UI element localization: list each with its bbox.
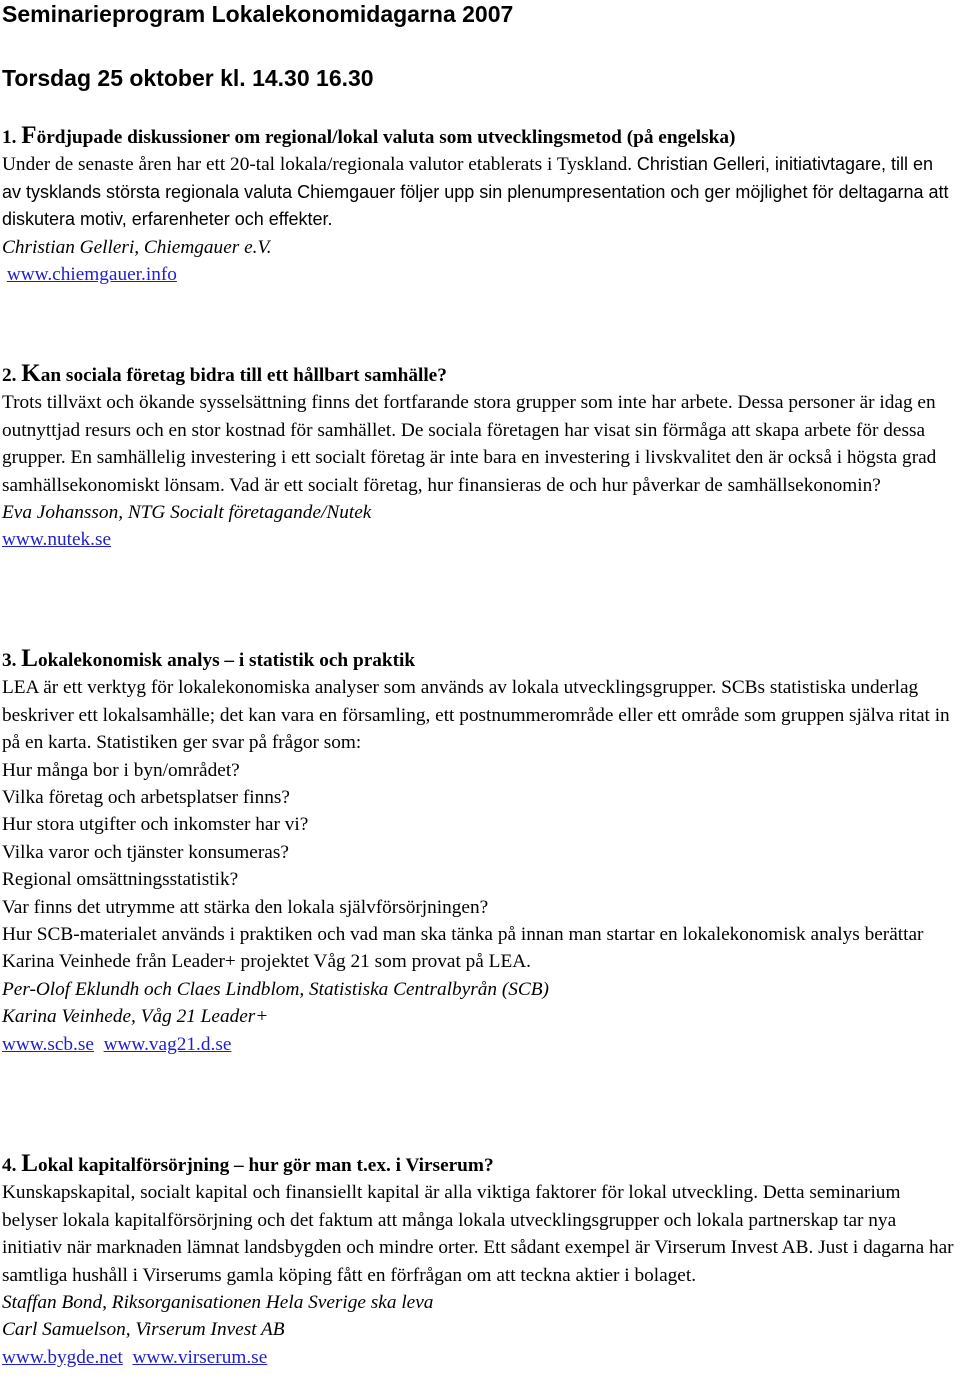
link-vag21[interactable]: www.vag21.d.se xyxy=(103,1033,232,1055)
page-title: Seminarieprogram Lokalekonomidagarna 2007 xyxy=(2,1,514,27)
section-heading-text: okal kapitalförsörjning – hur gör man t.ex. i Virserum? xyxy=(37,1155,494,1176)
event-date: Torsdag 25 oktober kl. 14.30 16.30 xyxy=(2,65,374,91)
section-initial: L xyxy=(21,645,38,672)
section-4-heading xyxy=(2,1150,956,1179)
speaker-name: Christian Gelleri, Chiemgauer e.V. xyxy=(2,236,272,258)
section-2-heading xyxy=(2,360,956,389)
question-item: Regional omsättningsstatistik? xyxy=(2,869,239,891)
section-1-links xyxy=(2,261,956,288)
link-scb[interactable]: www.scb.se xyxy=(2,1033,94,1055)
section-3-body-2: Hur SCB-materialet används i praktiken och vad man ska tänka på innan man startar en lokalekonomisk analys berättar Karina Veinhede från Leader+ projektet Våg 21 som provat på LEA. xyxy=(2,924,924,973)
link-nutek[interactable]: www.nutek.se xyxy=(2,529,112,551)
section-initial: L xyxy=(21,1150,38,1177)
section-number: 4. xyxy=(2,1155,17,1176)
section-initial: F xyxy=(21,122,37,149)
section-number: 1. xyxy=(2,127,17,148)
section-heading-text: ördjupade diskussioner om regional/lokal valuta som utvecklingsmetod (på engelska) xyxy=(36,127,736,148)
link-virserum[interactable]: www.virserum.se xyxy=(132,1346,268,1368)
speaker-name: Staffan Bond, Riksorganisationen Hela Sverige ska leva xyxy=(2,1292,434,1314)
section-number: 2. xyxy=(2,365,17,386)
section-4-body: Kunskapskapital, socialt kapital och finansiellt kapital är alla viktiga faktorer för lokal utveckling. Detta seminarium belyser lokala kapitalförsörjning och det faktum att många lokala utvecklingsgrupper och lokala partnerskap tar nya initiativ när marknaden lämnat landsbygden och mindre orter. Ett sådant exempel är Virserum Invest AB. Just i dagarna har samtliga hushåll i Virserums gamla köping fått en förfrågan om att teckna aktier i bolaget. xyxy=(2,1182,954,1286)
speaker-name: Per-Olof Eklundh och Claes Lindblom, Statistiska Centralbyrån (SCB) xyxy=(2,978,549,1000)
section-body-text: Christian Gelleri, initiativtagare, till en av tysklands största regionala valuta Chiemgauer följer upp sin plenumpresentation och ger möjlighet för deltagarna att diskutera motiv, erfarenheter och effekter. xyxy=(2,154,949,230)
section-heading-text: okalekonomisk analys – i statistik och praktik xyxy=(37,650,416,671)
speaker-name: Carl Samuelson, Virserum Invest AB xyxy=(2,1319,285,1341)
question-item: Hur stora utgifter och inkomster har vi? xyxy=(2,814,309,836)
question-item: Vilka varor och tjänster konsumeras? xyxy=(2,841,289,863)
section-2-body: Trots tillväxt och ökande sysselsättning finns det fortfarande stora grupper som inte har arbete. Dessa personer är idag en outnyttjad resurs och en stor kostnad för samhället. De sociala företagen har visat sin förmåga att skapa arbete för dessa grupper. En samhällelig investering i ett socialt företag är inte bara en investering i livskvalitet den är också i högsta grad samhällsekonomiskt lönsam. Vad är ett socialt företag, hur finansieras de och hur påverkar de samhällsekonomin? xyxy=(2,392,937,496)
section-1 xyxy=(2,122,956,288)
question-item: Hur många bor i byn/området? xyxy=(2,759,240,781)
section-3-heading xyxy=(2,645,956,674)
section-body-intro: Under de senaste åren har ett 20-tal lokala/regionala valutor etablerats i Tyskland. xyxy=(2,154,633,176)
section-initial: K xyxy=(21,360,41,387)
section-4 xyxy=(2,1150,956,1371)
section-heading-text: an sociala företag bidra till ett hållbart samhälle? xyxy=(40,365,447,386)
link-bygde[interactable]: www.bygde.net xyxy=(2,1346,123,1368)
speaker-name: Karina Veinhede, Våg 21 Leader+ xyxy=(2,1006,269,1028)
section-3 xyxy=(2,645,956,1058)
speaker-name: Eva Johansson, NTG Socialt företagande/Nutek xyxy=(2,502,372,524)
section-4-links xyxy=(2,1344,956,1371)
question-item: Vilka företag och arbetsplatser finns? xyxy=(2,787,290,809)
section-2 xyxy=(2,360,956,554)
link-chiemgauer[interactable]: www.chiemgauer.info xyxy=(6,264,177,286)
section-number: 3. xyxy=(2,650,17,671)
section-1-heading xyxy=(2,122,956,151)
question-item: Var finns det utrymme att stärka den lokala självförsörjningen? xyxy=(2,896,489,918)
section-1-body xyxy=(2,151,956,233)
section-2-links xyxy=(2,526,956,553)
section-3-links xyxy=(2,1031,956,1058)
section-3-body: LEA är ett verktyg för lokalekonomiska analyser som används av lokala utvecklingsgrupper. SCBs statistiska underlag beskriver ett lokalsamhälle; det kan vara en församling, ett postnummerområde eller ett område som gruppen själva ritat in på en karta. Statistiken ger svar på frågor som: xyxy=(2,677,950,754)
